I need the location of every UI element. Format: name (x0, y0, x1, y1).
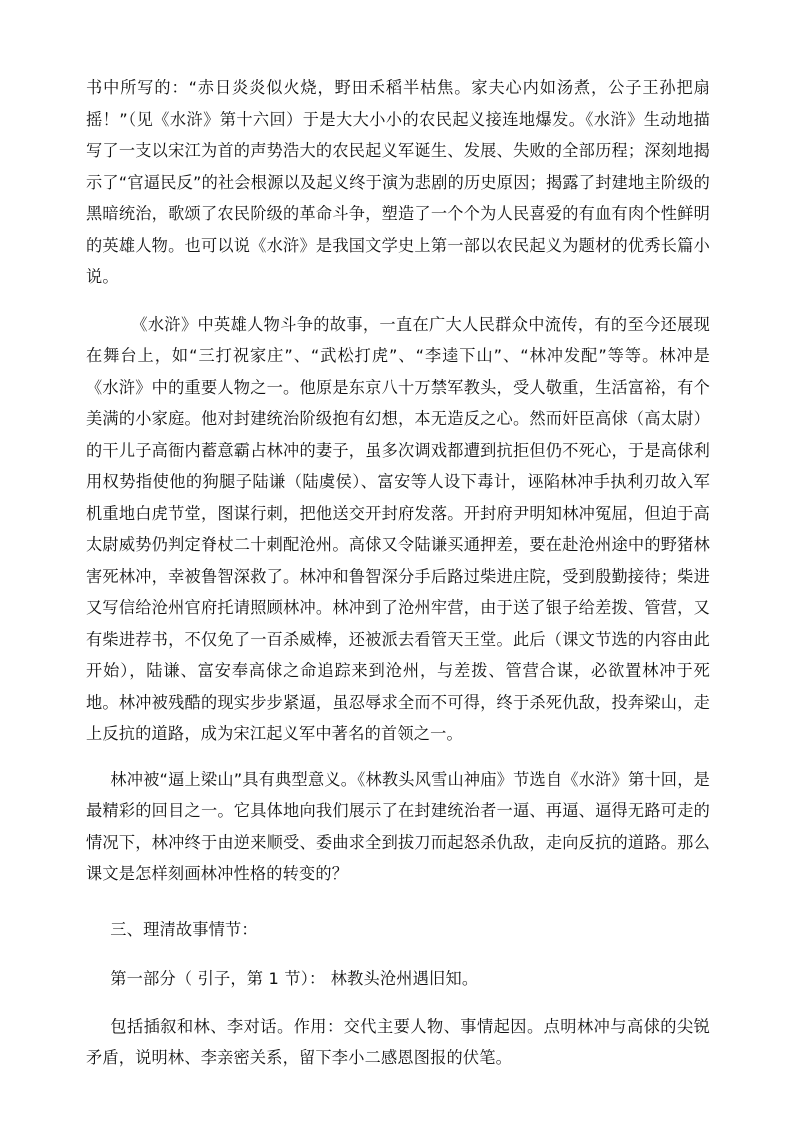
document-page (86, 72, 710, 1074)
part-one-description: 包括插叙和林、李对话。作用：交代主要人物、事情起因。点明林冲与高俅的尖锐矛盾，说明林、李亲密关系，留下李小二感恩图报的伏笔。 (86, 1016, 710, 1067)
paragraph-lin-chong-story: 《水浒》中英雄人物斗争的故事，一直在广大人民群众中流传，有的至今还展现在舞台上，如“三打祝家庄”、“武松打虎”、“李逵下山”、“林冲发配”等等。林冲是《水浒》中的重要人物之一。他原是东京八十万禁军教头，受人敬重，生活富裕，有个美满的小家庭。他对封建统治阶级抱有幻想，本无造反之心。然而奸臣高俅（高太尉）的干儿子高衙内蓄意霸占林冲的妻子，虽多次调戏都遭到抗拒但仍不死心，于是高俅利用权势指使他的狗腿子陆谦（陆虞侯）、富安等人设下毒计，诬陷林冲手执利刃故入军机重地白虎节堂，图谋行刺，把他送交开封府发落。开封府尹明知林冲冤屈，但迫于高太尉威势仍判定脊杖二十刺配沧州。高俅又令陆谦买通押差，要在赴沧州途中的野猪林害死林冲，幸被鲁智深救了。林冲和鲁智深分手后路过柴进庄院，受到殷勤接待；柴进又写信给沧州官府托请照顾林冲。林冲到了沧州牢营，由于送了银子给差拨、管营，又有柴进荐书，不仅免了一百杀威棒，还被派去看管天王堂。此后（课文节选的内容由此开始），陆谦、富安奉高俅之命追踪来到沧州，与差拨、管营合谋，必欲置林冲于死地。林冲被残酷的现实步步紧逼，虽忍辱求全而不可得，终于杀死仇敌，投奔梁山，走上反抗的道路，成为宋江起义军中著名的首领之一。 (86, 314, 710, 743)
section-heading-plot: 三、理清故事情节： (110, 919, 258, 939)
paragraph-forced-to-liangshan: 林冲被“逼上梁山”具有典型意义。《林教头风雪山神庙》节选自《水浒》第十回，是最精彩的回目之一。它具体地向我们展示了在封建统治者一逼、再逼、逼得无路可走的情况下，林冲终于由逆来顺受、委曲求全到拔刀而起怒杀仇敌，走向反抗的道路。那么课文是怎样刻画林冲性格的转变的？ (86, 769, 710, 883)
paragraph-background: 书中所写的：“赤日炎炎似火烧，野田禾稻半枯焦。家夫心内如汤煮，公子王孙把扇摇！”（见《水浒》第十六回）于是大大小小的农民起义接连地爆发。《水浒》生动地描写了一支以宋江为首的声势浩大的农民起义军诞生、发展、失败的全部历程；深刻地揭示了“官逼民反”的社会根源以及起义终于演为悲剧的历史原因；揭露了封建地主阶级的黑暗统治，歌颂了农民阶级的革命斗争，塑造了一个个为人民喜爱的有血有肉个性鲜明的英雄人物。也可以说《水浒》是我国文学史上第一部以农民起义为题材的优秀长篇小说。 (86, 78, 710, 286)
part-one-heading: 第一部分（ 引子，第 1 节）： 林教头沧州遇旧知。 (110, 969, 479, 988)
